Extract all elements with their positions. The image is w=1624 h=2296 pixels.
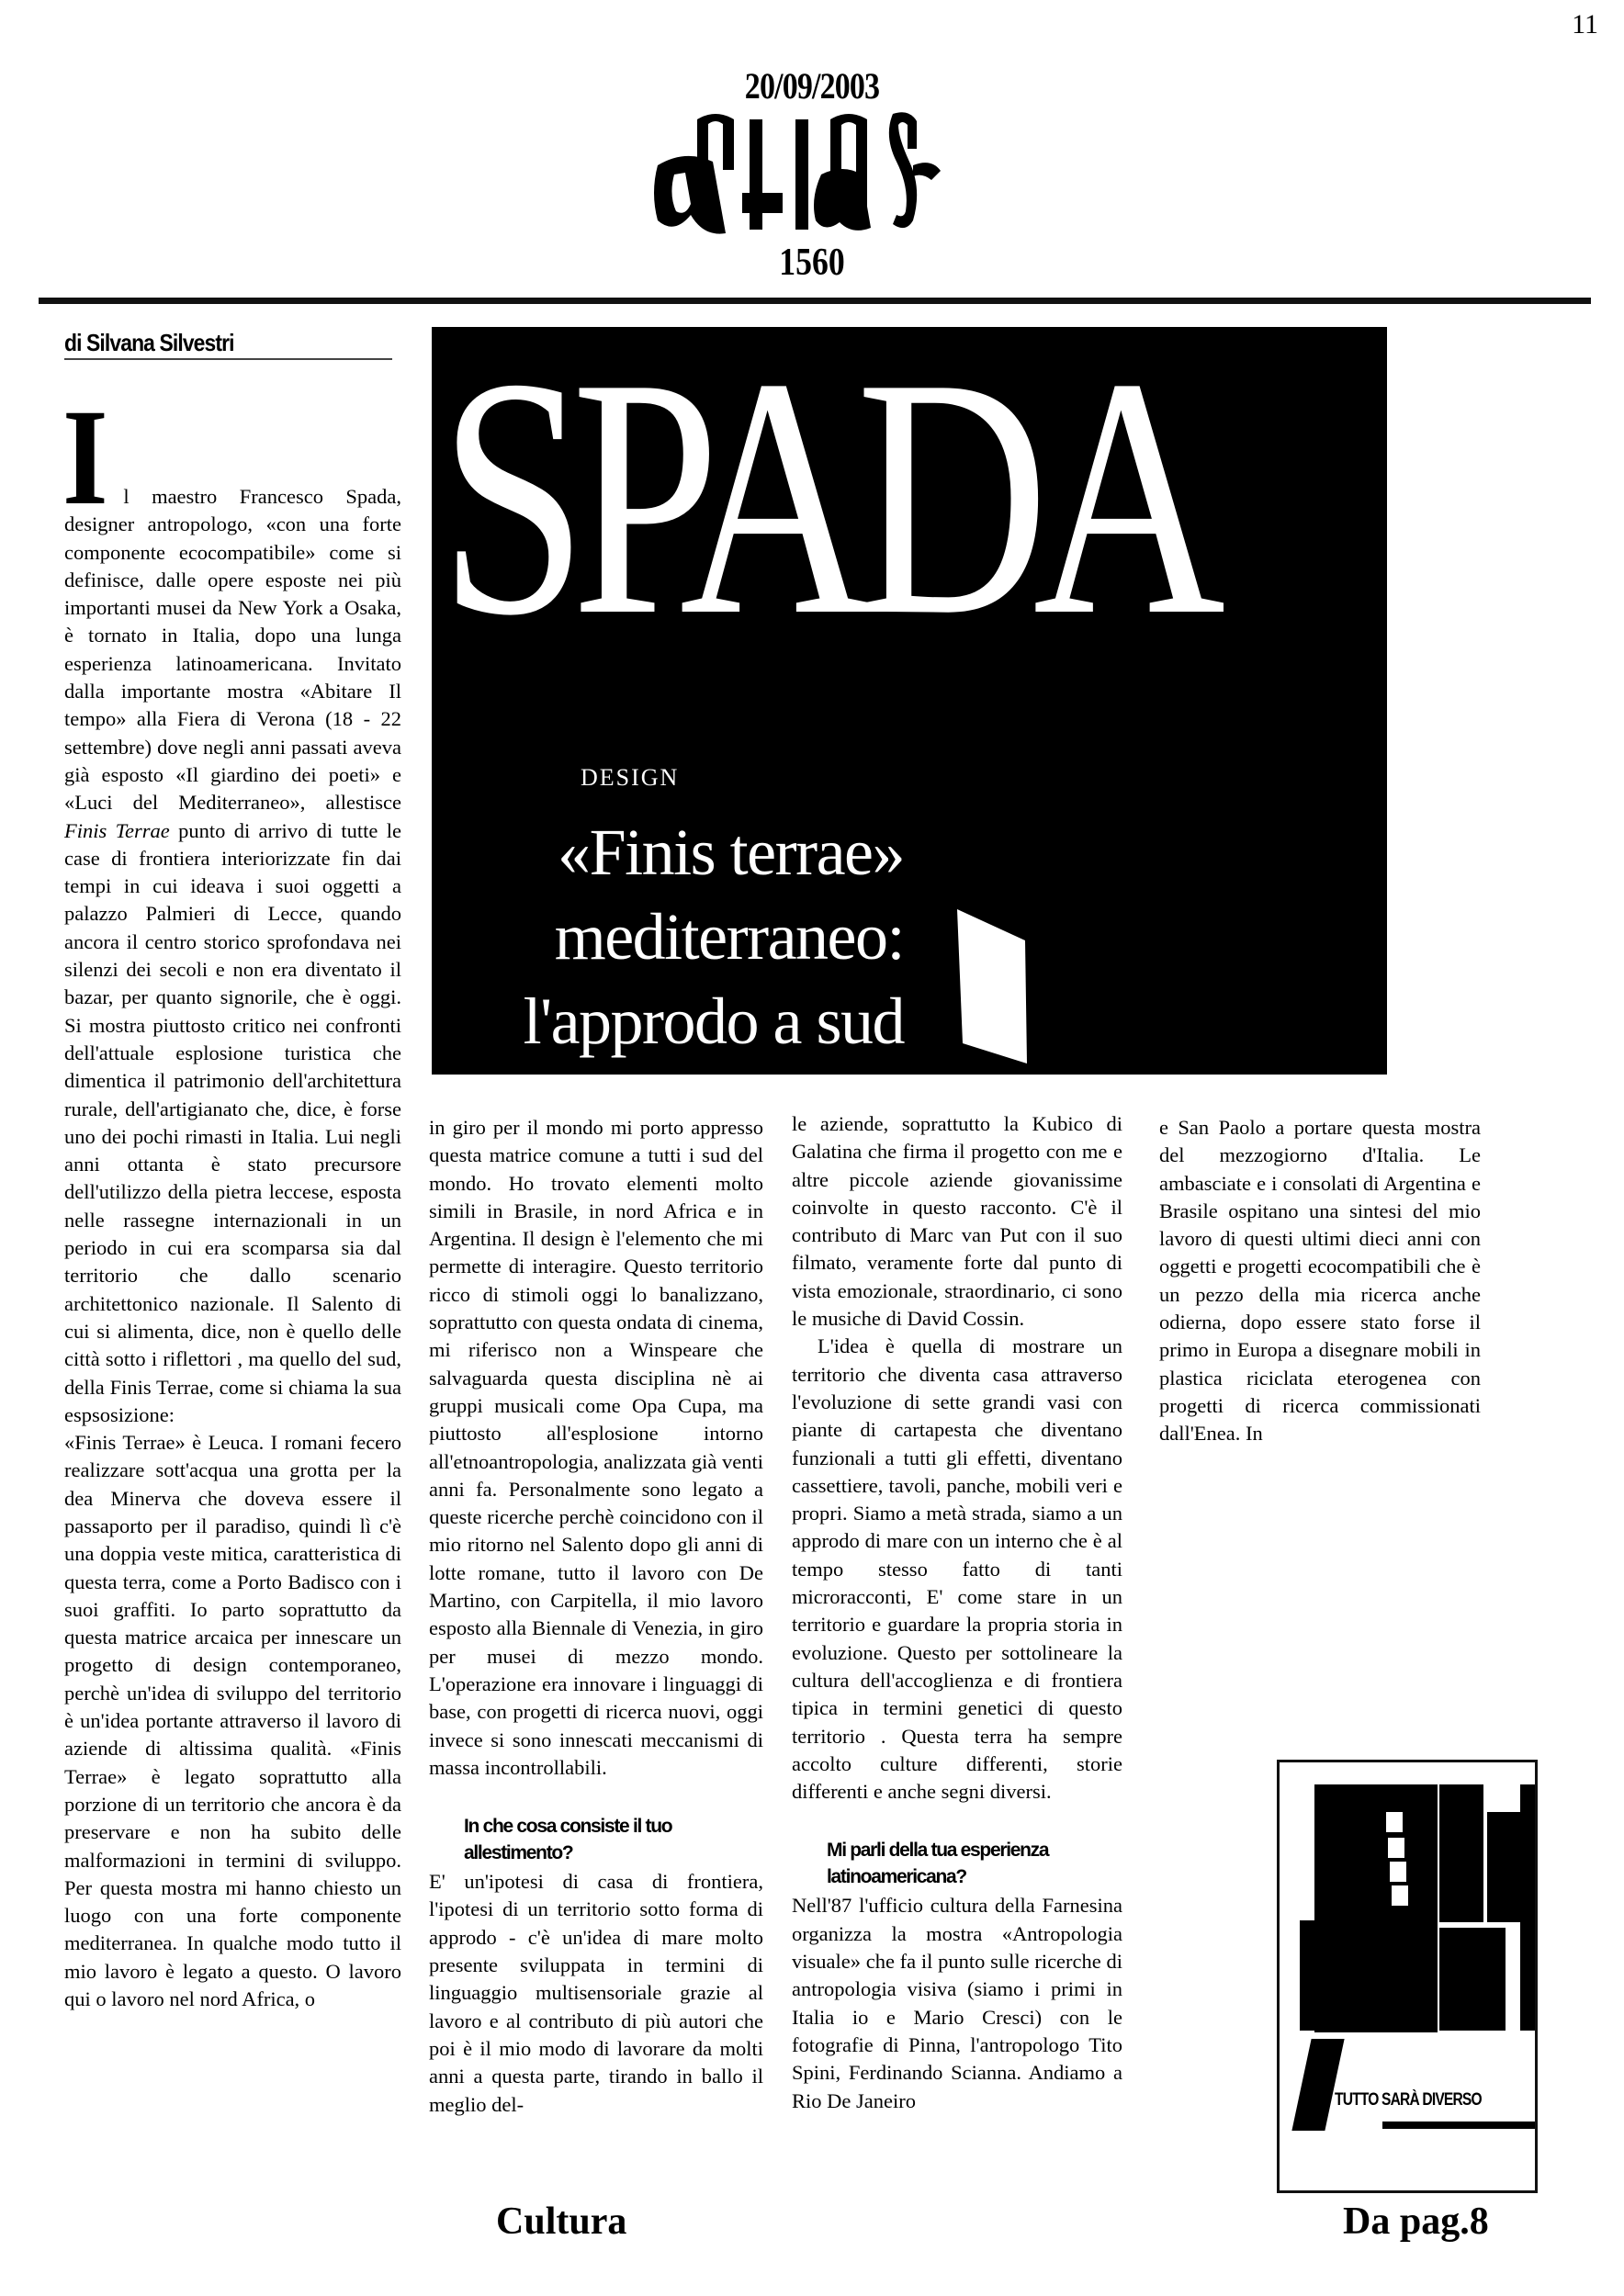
drop-cap: I <box>62 381 108 534</box>
thumb-photo-block <box>1300 1920 1355 2031</box>
alias-logo <box>647 101 950 239</box>
paragraph: e San Paolo a portare questa mostra del mezzogiorno d'Italia. Le ambasciate e i consolati di Argentina e Brasile ospitano una sintesi del mio lavoro di questi ultimi dieci anni con oggetti e progetti ecocompatibili che è un pezzo della mia ricerca anche odierna, dopo essere stato forse il primo in Europa a disegnare mobili in plastica riciclata eterogenea con progetti di ricerca commissionati dall'Enea. In <box>1159 1116 1481 1446</box>
thumb-photo-block <box>1439 1928 1506 2031</box>
byline-rule <box>64 358 392 360</box>
thumb-photo-block <box>1520 1784 1538 2031</box>
paragraph: E' un'ipotesi di casa di frontiera, l'ipotesi di un territorio sotto forma di approdo - c'è un'idea di mare molto presente sviluppata in termini di linguaggio multisensoriale grazie al lavoro e al contributo di più autori che poi è il mio modo di lavorare da molti anni a questa parte, tirando in ballo il meglio del- <box>429 1870 763 2116</box>
article-column-3 <box>792 1110 1122 2115</box>
section-kicker: DESIGN <box>581 764 680 791</box>
article-column-2 <box>429 1114 763 2119</box>
paragraph <box>62 381 401 1429</box>
advert-bar <box>1382 2122 1538 2129</box>
paragraph: Nell'87 l'ufficio cultura della Farnesina organizza la mostra «Antropologia visuale» che fa il punto sulle ricerche di antropologia visiva (siamo i primi in Italia io e Mario Cresci) con le fotografie di Pinna, l'antropologo Tito Spini, Ferdinando Scianna. Andiamo a Rio De Janeiro <box>792 1894 1122 2112</box>
thumb-advert <box>1300 2035 1538 2134</box>
paragraph-text: punto di arrivo di tutte le case di frontiera interiorizzate fin dai tempi in cui ideava i suoi oggetti a palazzo Palmieri di Lecce, quando ancora il centro storico sprofondava nei silenzi dei secoli e non era diventato il bazar, per quanto signorile, che è oggi. Si mostra piuttosto critico nei confronti dell'attuale esplosione turistica che dimentica il patrimonio dell'architettura rurale, dell'artigianato che, dice, è forse uno dei pochi rimasti in Italia. Lui negli anni ottanta è stato precursore dell'utilizzo della pietra leccese, esposta nelle rassegne internazionali in un periodo in cui era scomparsa sia dal territorio che dallo scenario architettonico nazionale. Il Salento di cui si alimenta, dice, non è quello delle città sotto i riflettori , ma quello del sud, della Finis Terrae, come si chiama la sua espsosizione: <box>64 818 401 1426</box>
masthead-rule <box>39 298 1591 304</box>
section-label: Cultura <box>496 2200 627 2243</box>
thumb-photo-block <box>1439 1784 1483 1922</box>
italic-title: Finis Terrae <box>64 818 170 842</box>
byline: di Silvana Silvestri <box>64 329 234 356</box>
article-column-1 <box>62 381 401 2013</box>
page-number: 11 <box>1572 9 1598 39</box>
masthead-date: 20/09/2003 <box>744 65 880 107</box>
advert-headline: TUTTO SARÀ DIVERSO <box>1335 2090 1482 2110</box>
article-column-4 <box>1159 1114 1481 1448</box>
interview-question: In che cosa consiste il tuo allestimento? <box>464 1816 672 1864</box>
hero-photo-light-shape <box>955 909 1029 1065</box>
paragraph: «Finis Terrae» è Leuca. I romani fecero realizzare sott'acqua una grotta per la dea Minerva che doveva essere il passaporto per il paradiso, quindi lì c'è una doppia veste mitica, caratteristica di questa terra, come a Porto Badisco con i suoi graffiti. Io parto soprattutto da questa matrice arcaica per innescare un progetto di design contemporaneo, perchè un'idea di sviluppo del territorio è un'idea portante attraverso il lavoro di aziende di altissima qualità. «Finis Terrae» è legato soprattutto alla porzione di un territorio che ancora è da preservare e non ha subito delle malformazioni in termini di sviluppo. Per questa mostra mi hanno chiesto un luogo con una forte componente mediterranea. In qualche modo tutto il mio lavoro è legato a questo. O lavoro qui o lavoro nel nord Africa, o <box>64 1431 401 2011</box>
advert-figure <box>1291 2039 1344 2131</box>
paragraph: le aziende, soprattutto la Kubico di Galatina che firma il progetto con me e altre piccole aziende giovanissime coinvolte in questo racconto. C'è il contributo di Marc van Put con il suo filmato, veramente forte dal punto di vista emozionale, straordinario, ci sono le musiche di David Cossin. <box>792 1112 1122 1331</box>
hero-kicker <box>432 735 946 1075</box>
paragraph: in giro per il mondo mi porto appresso questa matrice comune a tutti i sud del mondo. Ho trovato elementi molto simili in Brasile, in nord Africa e in Argentina. Il design è l'elemento che mi permette di interagire. Questo territorio ricco di stimoli oggi lo banalizzano, soprattutto con questa ondata di cinema, mi riferisco non a Winspeare che salvaguarda questa disciplina nè ai gruppi musicali come Opa Cupa, ma piuttosto all'esplosione intorno all'etnoantropologia, analizzata già venti anni fa. Personalmente sono legato a queste ricerche perchè coincidono con il mio ritorno nel Salento dopo gli anni di lotte romane, tutto il lavoro con De Martino, con Carpitella, il mio lavoro esposto alla Biennale di Venezia, in giro per musei di mezzo mondo. L'operazione era innovare i linguaggi di base, con progetti di ricerca nuovi, oggi invece si sono innescati meccanismi di massa incontrollabili. <box>429 1116 763 1779</box>
page-thumbnail <box>1277 1760 1538 2193</box>
headline: «Finis terrae» mediterraneo: l'approdo a sud <box>523 816 904 1058</box>
interview-question: Mi parli della tua esperienza latinoamericana? <box>827 1840 1049 1888</box>
paragraph: L'idea è quella di mostrare un territorio che diventa casa attraverso l'evoluzione di sette grandi vasi con piante di cartapesta che diventano funzionali a tutti gli effetti, diventano cassettiere, tavoli, panche, mobili veri e propri. Siamo a metà strada, siamo a un approdo di mare con un interno che è al tempo stesso fatto di tanti microracconti, E' come stare in un territorio e guardare la propria storia in evoluzione. Questo per sottolineare la cultura dell'accoglienza e di frontiera tipica in termini genetici di questo territorio . Questa terra ha sempre accolto culture differenti, storie differenti e anche segni diversi. <box>792 1334 1122 1804</box>
issue-number: 1560 <box>779 242 845 284</box>
hero-title: SPADA <box>439 327 1210 686</box>
thumb-window <box>1390 1862 1406 1882</box>
paragraph-text: l maestro Francesco Spada, designer antropologo, «con una forte componente ecocompatibile» come si definisce, dalle opere esposte nei più importanti musei da New York a Osaka, è tornato in Italia, dopo una lunga esperienza latinoamericana. Invitato dalla importante mostra «Abitare Il tempo» alla Fiera di Verona (18 - 22 settembre) dove negli anni passati aveva già esposto «Il giardino dei poeti» e «Luci del Mediterraneo», allestisce <box>64 485 401 815</box>
thumb-window <box>1392 1885 1408 1906</box>
continuation-label: Da pag.8 <box>1343 2200 1489 2243</box>
thumb-window <box>1386 1812 1403 1832</box>
thumb-window <box>1388 1838 1404 1858</box>
